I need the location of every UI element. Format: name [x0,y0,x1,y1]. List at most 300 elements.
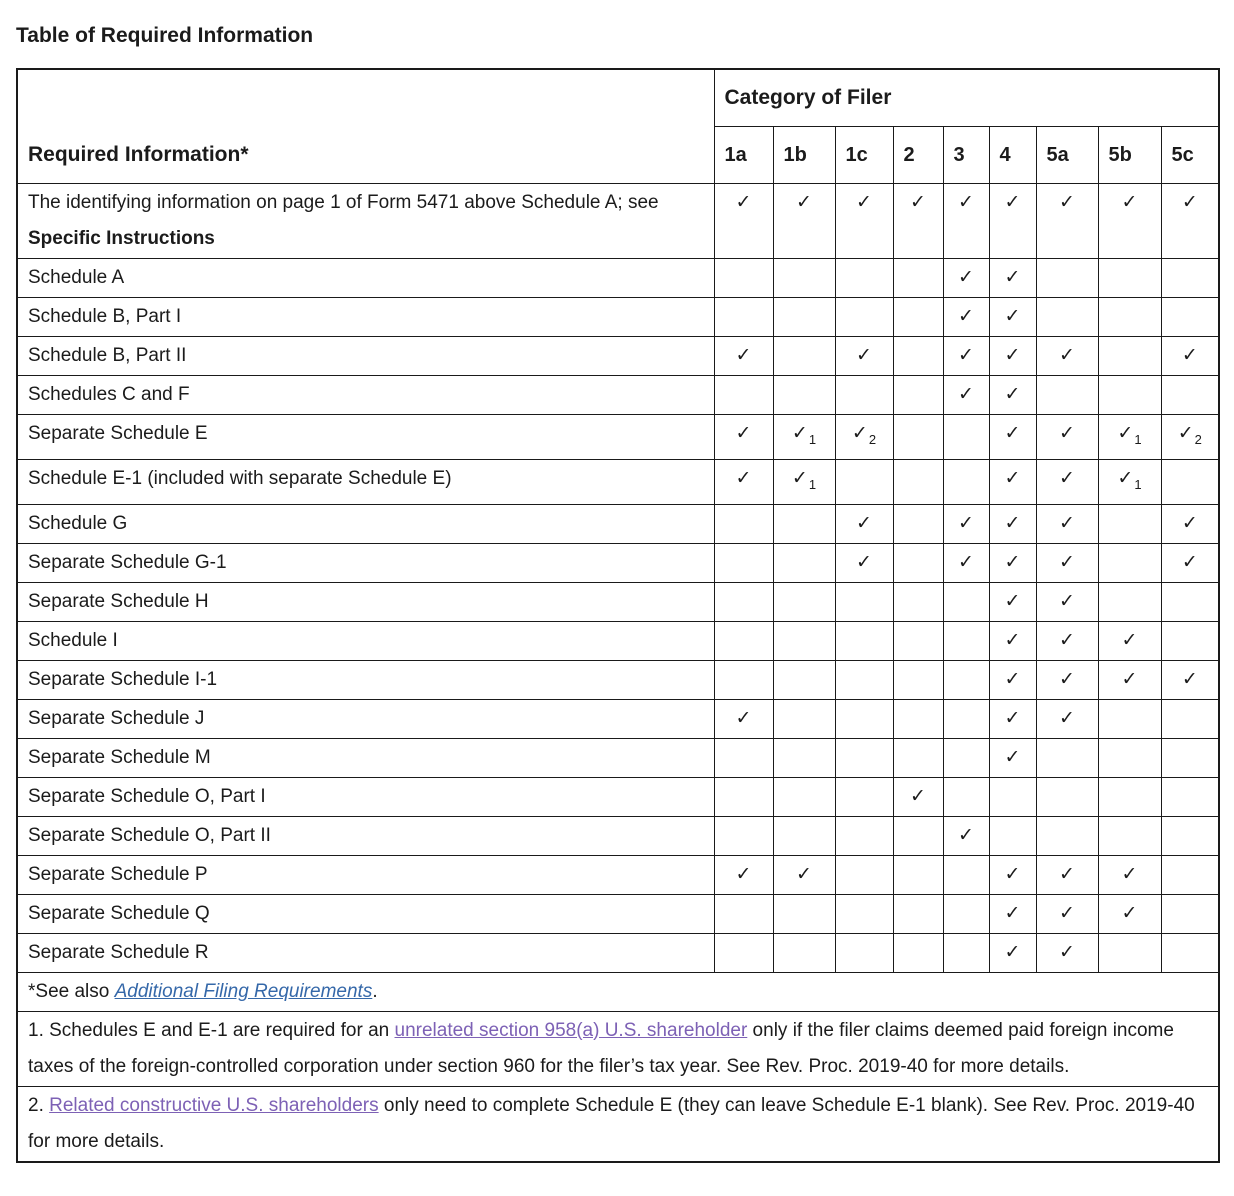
check-icon: ✓ [1121,192,1138,213]
check-cell [773,816,835,855]
check-cell [714,543,773,582]
check-cell [943,660,989,699]
required-information-header: Required Information* [17,69,714,184]
check-cell [714,855,773,894]
column-header-5a: 5a [1036,127,1098,184]
check-icon: ✓ [1059,551,1075,573]
check-cell [773,184,835,259]
check-cell [1036,259,1098,298]
check-cell [714,259,773,298]
check-icon: ✓ [1059,902,1075,924]
check-cell [943,259,989,298]
check-cell [1098,816,1161,855]
check-cell [893,660,943,699]
column-header-3: 3 [943,127,989,184]
row-label: Separate Schedule Q [17,894,714,933]
footnote-cell: 1. Schedules E and E-1 are required for an unrelated section 958(a) U.S. shareholder only if the filer claims deemed paid foreign income taxes of the foreign-controlled corporation under section 960 for the filer’s tax year. See Rev. Proc. 2019-40 for more details. [17,1011,1219,1086]
check-icon: ✓ [735,192,752,213]
check-icon: ✓ [1181,345,1198,366]
check-cell [1098,337,1161,376]
check-cell [1098,543,1161,582]
check-icon: ✓ [735,707,752,729]
check-cell [943,376,989,415]
check-icon: ✓ [1059,467,1075,489]
row-label: Separate Schedule E [17,415,714,460]
check-cell [714,459,773,504]
check-icon: ✓ [1004,941,1021,963]
check-cell [773,259,835,298]
check-cell [835,582,893,621]
check-cell [1098,855,1161,894]
check-cell [943,933,989,972]
row-label-bold: Specific Instructions [28,228,215,249]
check-cell [714,415,773,460]
check-icon: ✓ [1117,423,1134,444]
check-subscript: 2 [868,431,877,447]
check-icon: ✓ [958,551,974,573]
check-cell [1161,415,1219,460]
table-row [17,582,1219,621]
check-cell [943,738,989,777]
unrelated-section-958a-us-shareholder-link[interactable]: unrelated section 958(a) U.S. shareholder [394,1019,748,1041]
check-cell [773,699,835,738]
check-cell [714,738,773,777]
table-row [17,504,1219,543]
check-cell [989,543,1036,582]
check-cell [989,738,1036,777]
check-icon: ✓ [958,192,974,213]
check-cell [989,933,1036,972]
check-cell [893,894,943,933]
check-cell [1161,337,1219,376]
check-cell [1098,777,1161,816]
check-cell [714,777,773,816]
check-cell [989,621,1036,660]
row-label: Separate Schedule H [17,582,714,621]
check-icon: ✓ [1117,467,1134,489]
check-cell [1161,933,1219,972]
check-cell [893,184,943,259]
row-label: Schedule I [17,621,714,660]
check-cell [893,376,943,415]
check-icon: ✓ [1059,345,1075,366]
check-cell [1036,855,1098,894]
check-cell [989,376,1036,415]
check-cell [1036,621,1098,660]
check-cell [773,459,835,504]
column-header-1c: 1c [835,127,893,184]
check-icon: ✓ [856,512,872,534]
check-cell [1036,415,1098,460]
check-cell [1098,415,1161,460]
check-cell [835,543,893,582]
footnote-row [17,1086,1219,1162]
check-cell [1036,777,1098,816]
row-label: Separate Schedule P [17,855,714,894]
check-cell [943,855,989,894]
table-row [17,816,1219,855]
check-icon: ✓ [1004,467,1021,489]
check-cell [773,855,835,894]
table-row [17,459,1219,504]
check-icon: ✓ [958,345,974,366]
page-title: Table of Required Information [16,24,314,47]
row-label: Schedule G [17,504,714,543]
check-cell [1098,660,1161,699]
check-cell [714,933,773,972]
check-cell [835,738,893,777]
check-icon: ✓ [856,551,872,573]
check-icon: ✓ [1004,192,1021,213]
check-subscript: 1 [808,431,817,447]
check-icon: ✓ [1059,512,1075,534]
check-cell [773,543,835,582]
check-icon: ✓ [1004,590,1021,612]
check-cell [1161,459,1219,504]
check-cell [1161,816,1219,855]
category-header-row [17,69,1219,127]
check-icon: ✓ [958,267,974,288]
check-cell [893,259,943,298]
check-cell [1036,459,1098,504]
check-cell [1098,184,1161,259]
table-body [17,184,1219,1162]
check-cell [1098,621,1161,660]
check-cell [989,582,1036,621]
check-cell [893,621,943,660]
check-cell [714,337,773,376]
check-cell [989,816,1036,855]
check-cell [943,582,989,621]
check-cell [943,621,989,660]
check-icon: ✓ [1181,668,1198,690]
check-icon: ✓ [735,863,752,885]
check-cell [893,738,943,777]
check-cell [773,894,835,933]
check-cell [1036,738,1098,777]
check-cell [1036,816,1098,855]
category-of-filer-header: Category of Filer [714,69,1219,127]
check-cell [1161,855,1219,894]
check-cell [943,777,989,816]
check-cell [835,894,893,933]
check-icon: ✓ [851,423,868,444]
check-cell [1036,933,1098,972]
check-cell [773,933,835,972]
column-header-1a: 1a [714,127,773,184]
check-icon: ✓ [796,863,812,885]
check-cell [943,894,989,933]
check-icon: ✓ [1121,668,1138,690]
check-cell [989,459,1036,504]
check-cell [835,298,893,337]
check-cell [1161,621,1219,660]
check-cell [989,184,1036,259]
check-icon: ✓ [958,512,974,534]
check-cell [1161,777,1219,816]
row-label: Separate Schedule O, Part II [17,816,714,855]
check-cell [1098,699,1161,738]
check-cell [714,298,773,337]
check-icon: ✓ [791,423,808,444]
check-cell [773,621,835,660]
check-cell [1098,259,1161,298]
check-cell [773,660,835,699]
check-cell [989,259,1036,298]
check-cell [943,504,989,543]
check-cell [1161,184,1219,259]
check-cell [1036,660,1098,699]
check-cell [835,621,893,660]
column-header-5b: 5b [1098,127,1161,184]
check-icon: ✓ [856,345,872,366]
check-cell [773,376,835,415]
check-icon: ✓ [958,306,974,327]
check-cell [1098,376,1161,415]
check-cell [773,337,835,376]
check-subscript: 1 [1134,431,1142,447]
check-cell [835,337,893,376]
table-row [17,660,1219,699]
check-cell [943,415,989,460]
related-constructive-us-shareholders-link[interactable]: Related constructive U.S. shareholders [49,1094,379,1116]
check-cell [1161,543,1219,582]
check-cell [1161,582,1219,621]
column-header-1b: 1b [773,127,835,184]
check-icon: ✓ [735,467,752,489]
check-icon: ✓ [958,824,974,846]
footnote-row [17,972,1219,1011]
check-cell [773,582,835,621]
check-cell [1161,894,1219,933]
check-cell [835,816,893,855]
check-cell [835,259,893,298]
row-label: Separate Schedule M [17,738,714,777]
check-cell [989,298,1036,337]
column-header-2: 2 [893,127,943,184]
check-cell [1161,259,1219,298]
check-icon: ✓ [1121,863,1138,885]
check-cell [1098,504,1161,543]
table-row [17,259,1219,298]
check-cell [1098,298,1161,337]
footnote-cell: *See also Additional Filing Requirements. [17,972,1219,1011]
check-cell [893,699,943,738]
check-icon: ✓ [910,192,926,213]
check-cell [893,582,943,621]
check-icon: ✓ [1059,941,1075,963]
check-cell [773,415,835,460]
row-label: Schedules C and F [17,376,714,415]
check-cell [943,184,989,259]
check-cell [893,777,943,816]
check-cell [1098,894,1161,933]
check-icon: ✓ [910,785,926,807]
check-cell [989,699,1036,738]
check-icon: ✓ [958,384,974,405]
check-cell [835,933,893,972]
check-subscript: 1 [1134,476,1142,492]
check-cell [835,855,893,894]
row-label: Separate Schedule R [17,933,714,972]
check-cell [989,855,1036,894]
check-cell [835,376,893,415]
check-cell [943,699,989,738]
check-icon: ✓ [735,345,752,366]
check-cell [1036,699,1098,738]
check-cell [1098,459,1161,504]
check-icon: ✓ [1059,423,1075,444]
check-cell [989,415,1036,460]
check-cell [714,504,773,543]
check-cell [989,337,1036,376]
check-cell [714,376,773,415]
check-cell [1036,504,1098,543]
check-icon: ✓ [1004,306,1021,327]
check-icon: ✓ [1004,707,1021,729]
check-cell [835,660,893,699]
check-cell [943,543,989,582]
check-cell [943,459,989,504]
column-header-4: 4 [989,127,1036,184]
table-row [17,855,1219,894]
check-icon: ✓ [1059,707,1075,729]
column-header-5c: 5c [1161,127,1219,184]
check-icon: ✓ [1004,668,1021,690]
row-label: Schedule A [17,259,714,298]
row-label: Separate Schedule J [17,699,714,738]
table-row [17,337,1219,376]
check-icon: ✓ [1059,863,1075,885]
row-label: The identifying information on page 1 of Form 5471 above Schedule A; see Specific Instructions [17,184,714,259]
check-cell [835,777,893,816]
check-cell [714,699,773,738]
table-row [17,621,1219,660]
check-icon: ✓ [1004,863,1021,885]
table-row [17,738,1219,777]
check-cell [1036,582,1098,621]
table-row [17,894,1219,933]
check-icon: ✓ [1004,423,1021,444]
table-row [17,376,1219,415]
check-cell [1161,504,1219,543]
check-cell [1098,738,1161,777]
row-label: Schedule B, Part II [17,337,714,376]
check-cell [893,543,943,582]
check-icon: ✓ [1181,192,1198,213]
check-cell [989,504,1036,543]
check-cell [714,582,773,621]
check-cell [773,738,835,777]
footnote-row [17,1011,1219,1086]
check-cell [893,337,943,376]
check-icon: ✓ [856,192,872,213]
check-cell [714,621,773,660]
check-cell [773,298,835,337]
check-cell [1036,543,1098,582]
check-icon: ✓ [791,467,808,489]
required-information-table [16,68,1220,1163]
check-cell [1036,298,1098,337]
check-cell [1036,337,1098,376]
check-cell [893,933,943,972]
check-cell [1161,376,1219,415]
check-icon: ✓ [1004,746,1021,768]
check-icon: ✓ [1121,629,1138,651]
check-icon: ✓ [1004,384,1021,405]
check-cell [1036,894,1098,933]
check-icon: ✓ [1004,345,1021,366]
check-cell [1161,660,1219,699]
check-icon: ✓ [1181,512,1198,534]
check-cell [1098,582,1161,621]
check-cell [893,816,943,855]
check-icon: ✓ [796,192,812,213]
check-cell [835,459,893,504]
check-icon: ✓ [1004,551,1021,573]
check-subscript: 2 [1194,431,1202,447]
check-cell [989,894,1036,933]
check-cell [714,184,773,259]
check-cell [943,298,989,337]
check-cell [714,660,773,699]
check-icon: ✓ [1059,590,1075,612]
table-row [17,415,1219,460]
check-cell [773,777,835,816]
table-row [17,298,1219,337]
check-cell [989,660,1036,699]
check-cell [1161,298,1219,337]
check-cell [714,816,773,855]
row-label: Schedule E-1 (included with separate Schedule E) [17,459,714,504]
check-cell [835,184,893,259]
check-cell [835,699,893,738]
check-icon: ✓ [1004,629,1021,651]
check-cell [1098,933,1161,972]
check-cell [835,504,893,543]
table-row [17,933,1219,972]
row-label: Separate Schedule I-1 [17,660,714,699]
check-cell [1161,738,1219,777]
table-row [17,699,1219,738]
additional-filing-requirements-link[interactable]: Additional Filing Requirements [114,980,373,1002]
check-cell [893,459,943,504]
row-label: Schedule B, Part I [17,298,714,337]
table-row [17,543,1219,582]
check-icon: ✓ [735,423,752,444]
check-cell [1036,184,1098,259]
check-icon: ✓ [1004,267,1021,288]
check-cell [714,894,773,933]
check-cell [835,415,893,460]
check-icon: ✓ [1059,629,1075,651]
check-icon: ✓ [1177,423,1194,444]
row-label: Separate Schedule G-1 [17,543,714,582]
check-icon: ✓ [1004,512,1021,534]
check-cell [893,504,943,543]
check-cell [893,855,943,894]
check-cell [893,298,943,337]
check-subscript: 1 [808,476,817,492]
footnote-cell: 2. Related constructive U.S. shareholders only need to complete Schedule E (they can leave Schedule E-1 blank). See Rev. Proc. 2019-40 for more details. [17,1086,1219,1162]
table-row [17,184,1219,259]
check-icon: ✓ [1121,902,1138,924]
check-icon: ✓ [1059,192,1075,213]
table-row [17,777,1219,816]
check-cell [989,777,1036,816]
check-icon: ✓ [1181,551,1198,573]
row-label: Separate Schedule O, Part I [17,777,714,816]
